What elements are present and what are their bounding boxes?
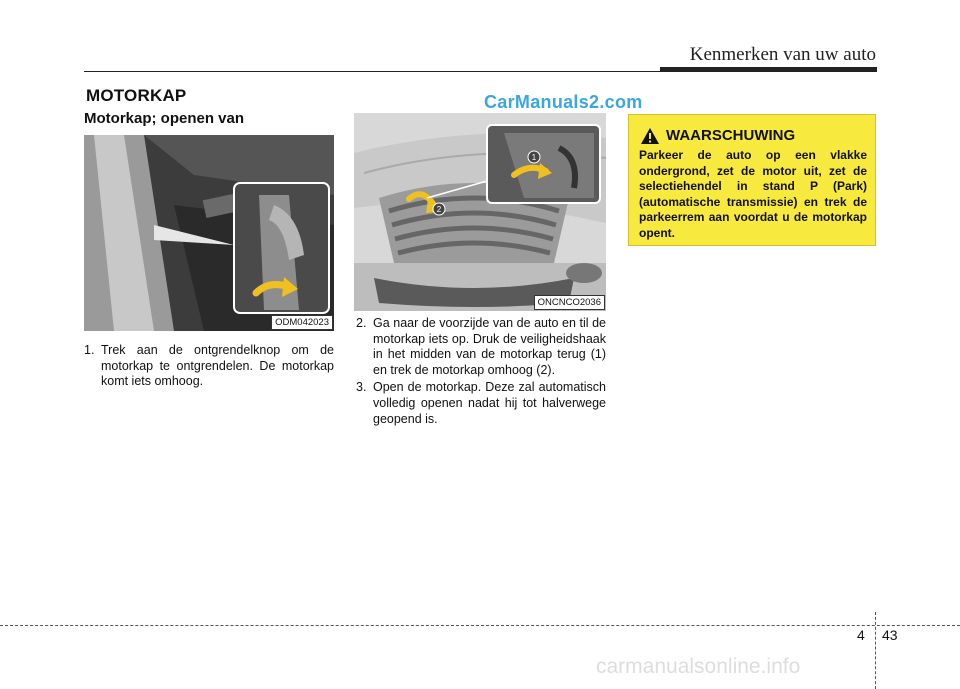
step-number: 3.: [356, 380, 367, 395]
footer-separator: [875, 612, 876, 689]
page-number: 43: [882, 627, 898, 643]
warning-header: [641, 127, 795, 144]
release-lever-photo: [84, 135, 334, 331]
footer-divider: [0, 625, 960, 626]
header-title: Kenmerken van uw auto: [689, 44, 876, 65]
chapter-number: 4: [857, 627, 865, 643]
image-code-label: ONCNCO2036: [534, 295, 605, 310]
steps-left: [84, 343, 334, 392]
warning-box: [628, 114, 876, 246]
step-text: Trek aan de ontgrendelknop om de motorkap te ontgrendelen. De motorkap komt iets omhoog.: [101, 343, 334, 389]
watermark-top[interactable]: CarManuals2.com: [484, 92, 643, 112]
marker-2-label: 2: [436, 205, 442, 214]
warning-text: Parkeer de auto op een vlakke ondergrond, zet de motor uit, zet de selectiehendel in stand P (Park) (automatische transmissie) en trek de parkeerrem aan voordat u de motorkap opent.: [639, 148, 867, 240]
image-code-label: ODM042023: [271, 315, 333, 330]
steps-middle: [356, 316, 606, 429]
step-item: [84, 343, 334, 390]
step-text: Open de motorkap. Deze zal automatisch volledig openen nadat hij tot halverwege geopend is.: [373, 380, 606, 426]
car-front-photo: [354, 113, 606, 311]
warning-heading: WAARSCHUWING: [666, 127, 796, 144]
step-item: [356, 380, 606, 427]
marker-1-label: 1: [531, 153, 537, 162]
header-rule-accent: [660, 67, 877, 72]
step-number: 2.: [356, 316, 367, 330]
warning-triangle-icon: [641, 128, 659, 144]
step-text: Ga naar de voorzijde van de auto en til de motorkap iets op. Druk de veiligheidshaak in het midden van de motorkap terug (1) en trek de motorkap omhoog (2).: [373, 316, 606, 377]
subheading: Motorkap; openen van: [84, 110, 245, 127]
step-number: 1.: [84, 343, 95, 357]
watermark-bottom[interactable]: carmanualsonline.info: [596, 655, 801, 678]
step-item: [356, 316, 606, 378]
section-title: MOTORKAP: [86, 86, 187, 105]
